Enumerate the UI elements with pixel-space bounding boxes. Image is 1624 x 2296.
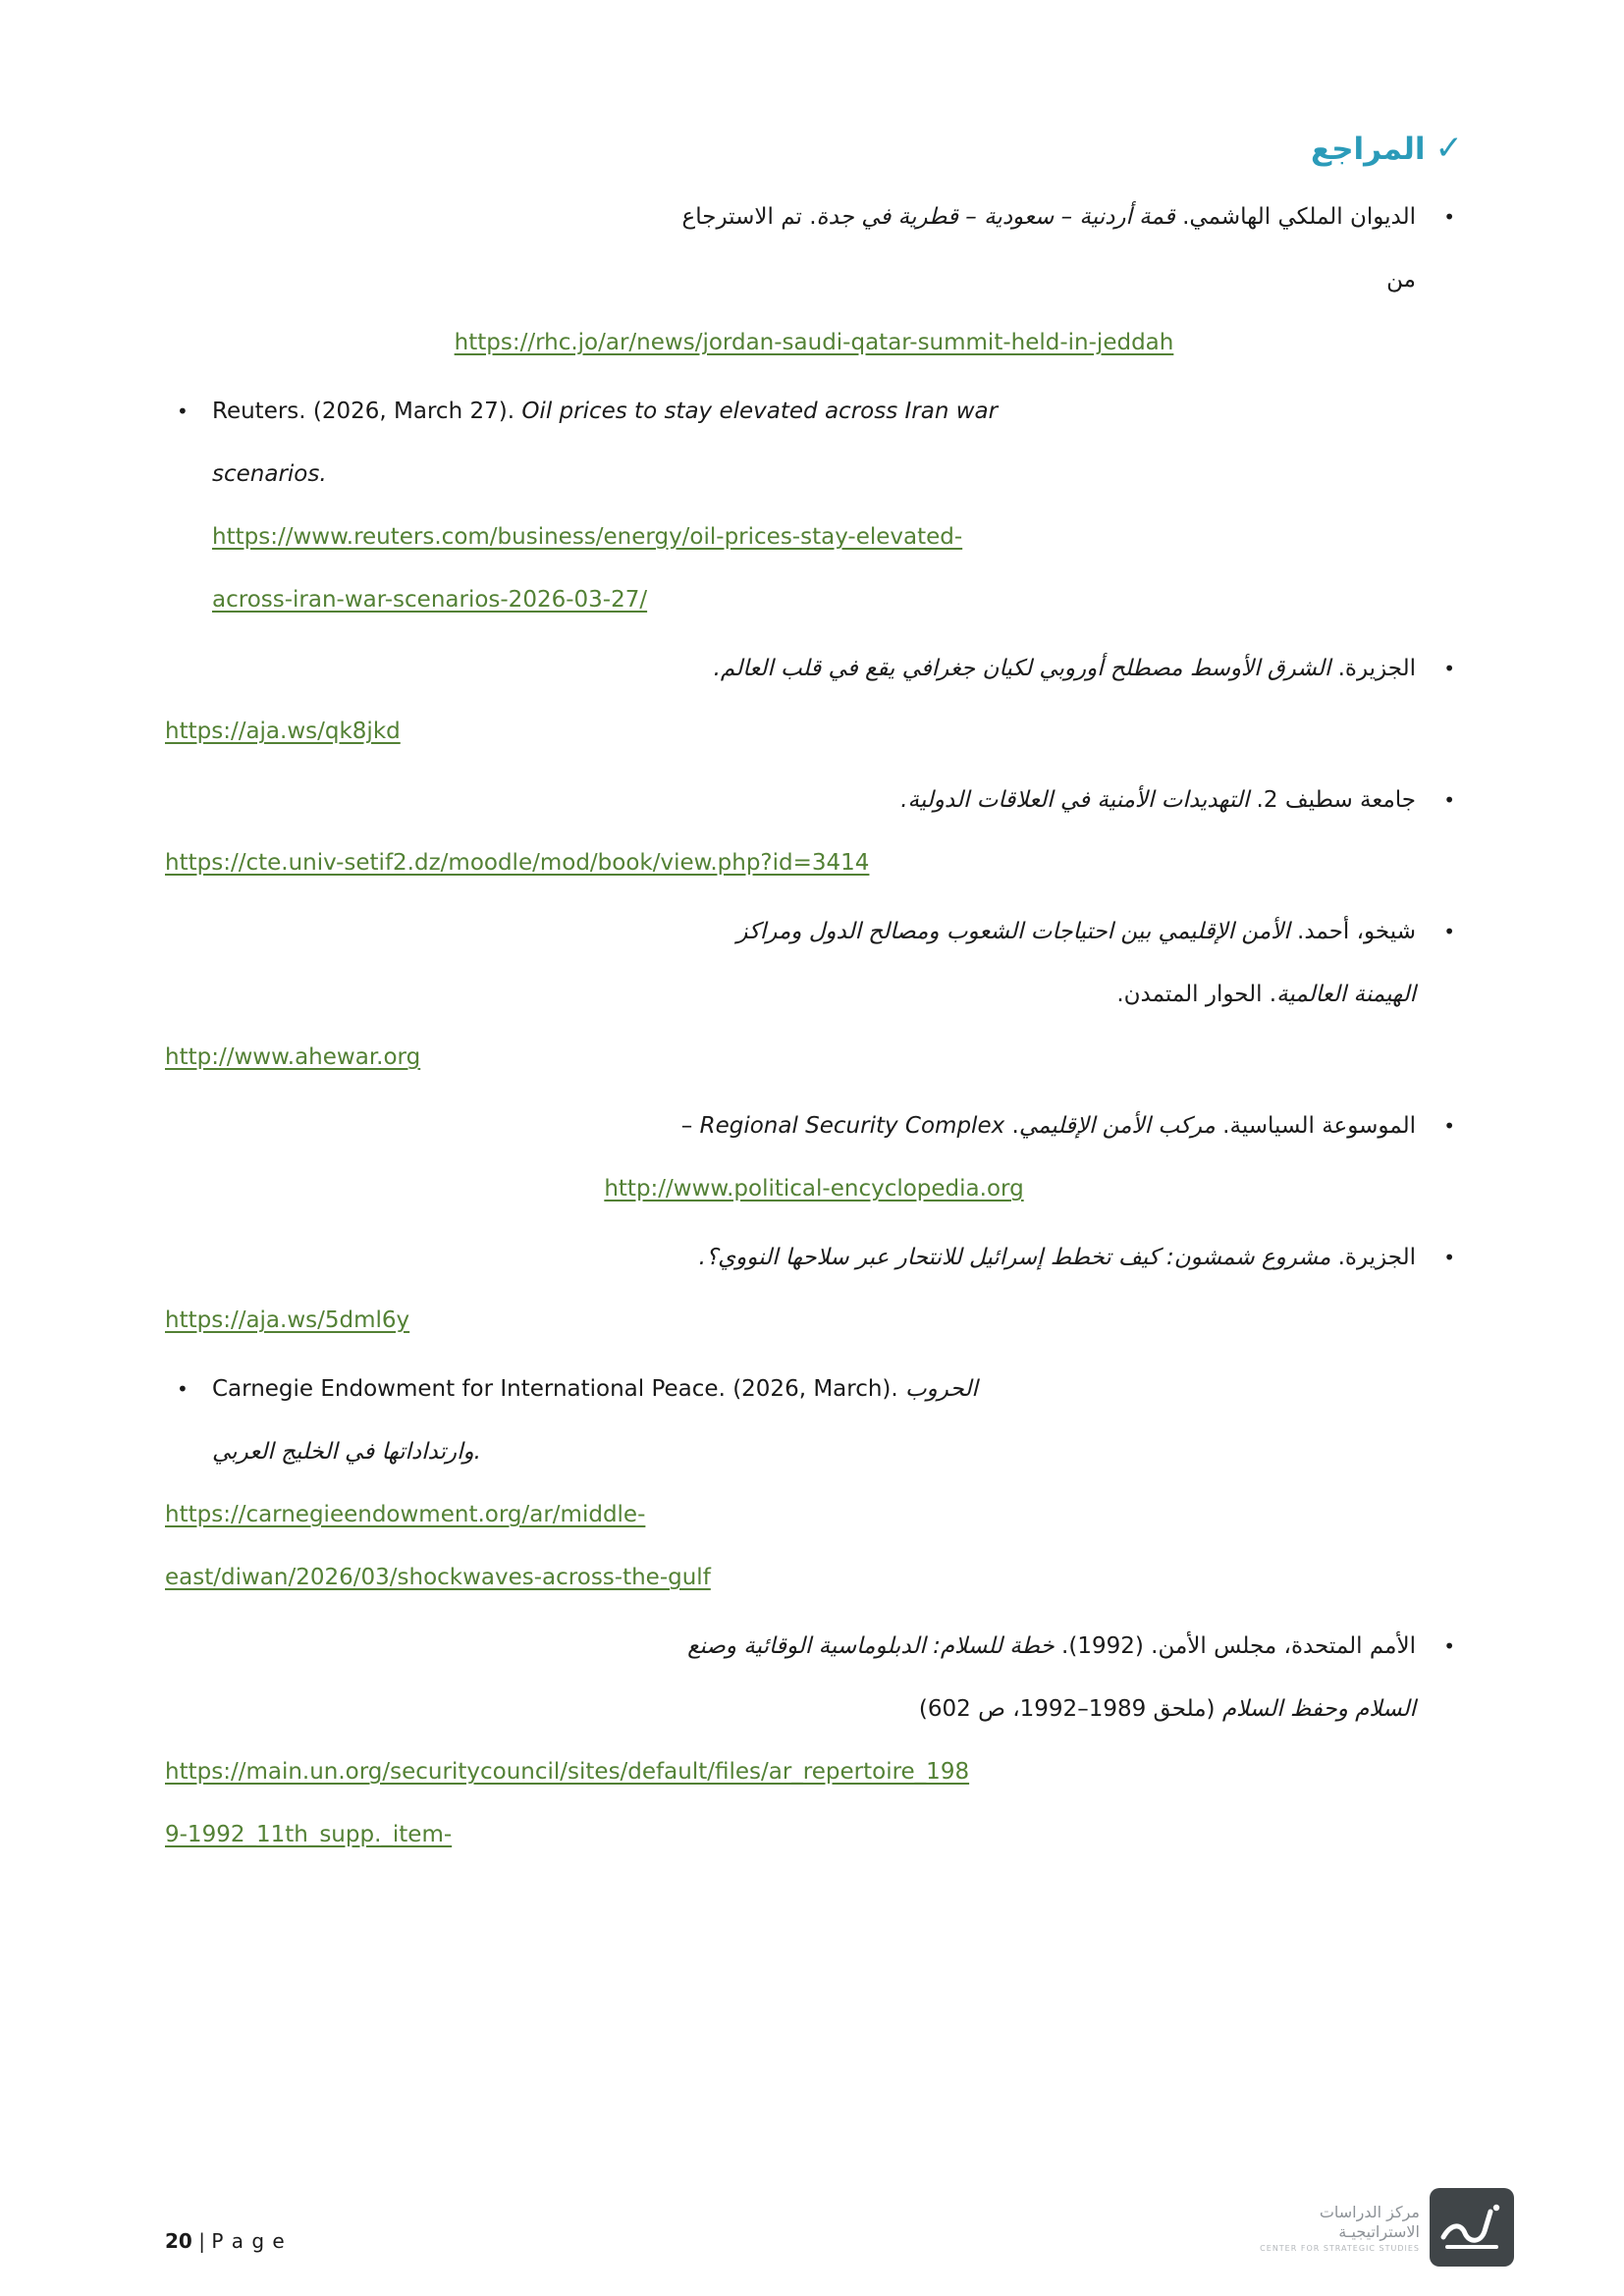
strategic-studies-logo <box>1260 2188 1514 2267</box>
reference-text-run: الأمم المتحدة، مجلس الأمن. (1992). <box>1054 1633 1416 1659</box>
reference-text-run: جامعة سطيف 2. <box>1249 787 1416 813</box>
reference-text-run: – <box>680 1113 700 1139</box>
reference-link[interactable]: http://www.ahewar.org <box>165 1044 421 1070</box>
reference-link-line <box>165 831 1463 894</box>
reference-text <box>165 637 1463 700</box>
bullet-icon: • <box>1443 1634 1455 1658</box>
reference-link[interactable]: https://aja.ws/5dml6y <box>165 1308 410 1333</box>
reference-link[interactable]: 9-1992_11th_supp._item- <box>165 1822 453 1847</box>
reference-text-run: Carnegie Endowment for International Peace. (2026, March). <box>212 1376 906 1402</box>
reference-text-run: السلام وحفظ السلام <box>1221 1696 1416 1722</box>
reference-text <box>165 900 1463 1026</box>
bullet-icon: • <box>1443 920 1455 943</box>
references-list <box>165 186 1463 1866</box>
reference-text-run: Oil prices to stay elevated across Iran war <box>521 399 999 424</box>
reference-item <box>165 380 1463 631</box>
logo-text <box>1260 2203 1420 2253</box>
reference-text <box>165 1095 1463 1157</box>
bullet-icon: • <box>1443 657 1455 680</box>
reference-item <box>165 769 1463 894</box>
page-label: P a g e <box>211 2229 286 2253</box>
reference-text-run: قمة أردنية – سعودية – قطرية في جدة <box>816 204 1175 230</box>
reference-text-run: الأمن الإقليمي بين احتياجات الشعوب ومصالح الدول ومراكز <box>736 919 1290 944</box>
reference-text-run: . تم الاسترجاع <box>681 204 817 230</box>
reference-text <box>165 1358 1463 1483</box>
reference-text-run: الديوان الملكي الهاشمي. <box>1174 204 1416 230</box>
reference-text-run: من <box>1386 267 1416 293</box>
reference-text-run: . <box>1004 1113 1019 1139</box>
logo-emblem <box>1430 2188 1514 2267</box>
reference-text <box>165 380 1463 506</box>
reference-text-run: . الحوار المتمدن. <box>1116 982 1277 1007</box>
reference-text-run: الجزيرة. <box>1330 1245 1416 1270</box>
bullet-icon: • <box>1443 1246 1455 1269</box>
reference-link-line <box>165 311 1463 374</box>
references-heading <box>165 120 1463 178</box>
reference-link[interactable]: http://www.political-encyclopedia.org <box>604 1176 1024 1201</box>
reference-text-run: التهديدات الأمنية في العلاقات الدولية. <box>900 787 1250 813</box>
bullet-icon: • <box>177 400 189 423</box>
bullet-icon: • <box>1443 1114 1455 1138</box>
reference-item <box>165 1226 1463 1352</box>
reference-text-run: مشروع شمشون: كيف تخطط إسرائيل للانتحار عبر سلاحها النووي؟. <box>698 1245 1331 1270</box>
reference-link-line <box>165 1026 1463 1089</box>
page-separator: | <box>198 2229 205 2253</box>
reference-text-run: scenarios. <box>212 461 327 487</box>
reference-text <box>165 186 1463 311</box>
reference-text-run: الشرق الأوسط مصطلح أوروبي لكيان جغرافي يقع في قلب العالم. <box>713 656 1331 681</box>
reference-text <box>165 1226 1463 1289</box>
reference-text <box>165 769 1463 831</box>
reference-link-line <box>165 1546 1463 1609</box>
reference-link-line <box>165 1483 1463 1546</box>
reference-link[interactable]: https://rhc.jo/ar/news/jordan-saudi-qatar-summit-held-in-jeddah <box>454 330 1174 355</box>
reference-link-line <box>165 700 1463 763</box>
reference-link[interactable]: https://main.un.org/securitycouncil/sites/default/files/ar_repertoire_198 <box>165 1759 970 1785</box>
reference-text-run: الهيمنة العالمية <box>1276 982 1416 1007</box>
reference-text-run: الجزيرة. <box>1330 656 1416 681</box>
bullet-icon: • <box>177 1377 189 1401</box>
reference-item <box>165 1358 1463 1609</box>
page-content <box>165 120 1463 1872</box>
heading-title: المراجع <box>1311 132 1426 167</box>
reference-text-run: خطة للسلام: الدبلوماسية الوقائية وصنع <box>687 1633 1055 1659</box>
logo-english-caption: CENTER FOR STRATEGIC STUDIES <box>1260 2243 1420 2253</box>
page-footer <box>165 2229 286 2253</box>
reference-link[interactable]: across-iran-war-scenarios-2026-03-27/ <box>212 587 648 613</box>
reference-link[interactable]: east/diwan/2026/03/shockwaves-across-the-gulf <box>165 1565 711 1590</box>
reference-link-line <box>165 1803 1463 1866</box>
reference-link[interactable]: https://aja.ws/qk8jkd <box>165 719 401 744</box>
checkmark-icon: ✓ <box>1435 129 1463 168</box>
bullet-icon: • <box>1443 205 1455 229</box>
reference-text-run: الحروب <box>905 1376 978 1402</box>
reference-link[interactable]: https://cte.univ-setif2.dz/moodle/mod/book/view.php?id=3414 <box>165 850 870 876</box>
reference-link-line <box>165 506 1463 568</box>
logo-arabic-line2: الاستراتيجيـة <box>1338 2221 1420 2241</box>
bullet-icon: • <box>1443 788 1455 812</box>
reference-link-line <box>165 1157 1463 1220</box>
reference-item <box>165 186 1463 374</box>
reference-link-line <box>165 1740 1463 1803</box>
reference-item <box>165 637 1463 763</box>
reference-item <box>165 900 1463 1089</box>
reference-link-line <box>165 1289 1463 1352</box>
reference-text-run: مركب الأمن الإقليمي <box>1018 1113 1216 1139</box>
reference-item <box>165 1615 1463 1866</box>
calligraphy-icon <box>1439 2200 1504 2255</box>
page-number: 20 <box>165 2229 192 2253</box>
reference-text-run: الموسوعة السياسية. <box>1215 1113 1416 1139</box>
reference-text-run: (ملحق 1989–1992، ص 602) <box>918 1696 1222 1722</box>
reference-text-run: وارتداداتها في الخليج العربي. <box>212 1439 481 1465</box>
reference-item <box>165 1095 1463 1220</box>
reference-link[interactable]: https://carnegieendowment.org/ar/middle- <box>165 1502 646 1527</box>
reference-link[interactable]: https://www.reuters.com/business/energy/oil-prices-stay-elevated- <box>212 524 963 550</box>
reference-text <box>165 1615 1463 1740</box>
reference-text-run: شيخو، أحمد. <box>1289 919 1416 944</box>
logo-arabic-line1: مركز الدراسات <box>1319 2202 1420 2221</box>
reference-text-run: Reuters. (2026, March 27). <box>212 399 522 424</box>
reference-link-line <box>165 568 1463 631</box>
reference-text-run: Regional Security Complex <box>699 1113 1005 1139</box>
